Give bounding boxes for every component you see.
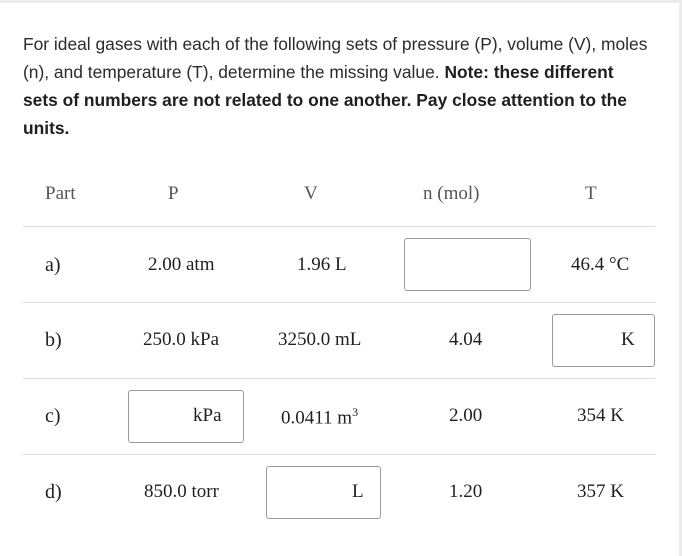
volume-unit-d: L (352, 481, 364, 502)
question-note: Note: these different sets of numbers are not related to one another. Pay close attention to the units. (23, 62, 627, 138)
pressure-value-d: 850.0 torr (144, 481, 219, 502)
pressure-value-a: 2.00 atm (148, 254, 215, 275)
temperature-unit-b: K (621, 329, 635, 350)
moles-value-b: 4.04 (449, 329, 483, 350)
question-prompt: For ideal gases with each of the following sets of pressure (P), volume (V), moles (n), and temperature (T), determine the missing value. (23, 34, 648, 82)
pressure-unit-c: kPa (193, 405, 222, 426)
volume-value-b: 3250.0 mL (278, 329, 362, 350)
moles-value-c: 2.00 (449, 405, 483, 426)
moles-value-d: 1.20 (449, 481, 483, 502)
row-divider (23, 454, 655, 455)
volume-value-a: 1.96 L (297, 254, 347, 275)
volume-exponent-c: 3 (352, 405, 359, 419)
header-pressure: P (168, 183, 179, 204)
question-text (23, 30, 653, 142)
header-temperature: T (585, 183, 597, 204)
header-part: Part (45, 183, 76, 204)
part-label-c: c) (45, 405, 61, 427)
header-moles: n (mol) (423, 183, 480, 204)
row-divider (23, 226, 655, 227)
temperature-value-c: 354 K (577, 405, 624, 426)
part-label-b: b) (45, 329, 62, 351)
top-border (0, 0, 682, 3)
volume-value-c (281, 405, 358, 429)
volume-number-c: 0.0411 m (281, 407, 353, 429)
moles-input-a[interactable] (404, 238, 531, 291)
part-label-a: a) (45, 254, 61, 276)
temperature-value-d: 357 K (577, 481, 624, 502)
pressure-value-b: 250.0 kPa (143, 329, 219, 350)
row-divider (23, 302, 655, 303)
temperature-value-a: 46.4 °C (571, 254, 630, 275)
row-divider (23, 378, 655, 379)
header-volume: V (304, 183, 318, 204)
part-label-d: d) (45, 481, 62, 503)
volume-input-d[interactable] (266, 466, 381, 519)
pressure-input-c[interactable] (128, 390, 244, 443)
temperature-input-b[interactable] (552, 314, 655, 367)
